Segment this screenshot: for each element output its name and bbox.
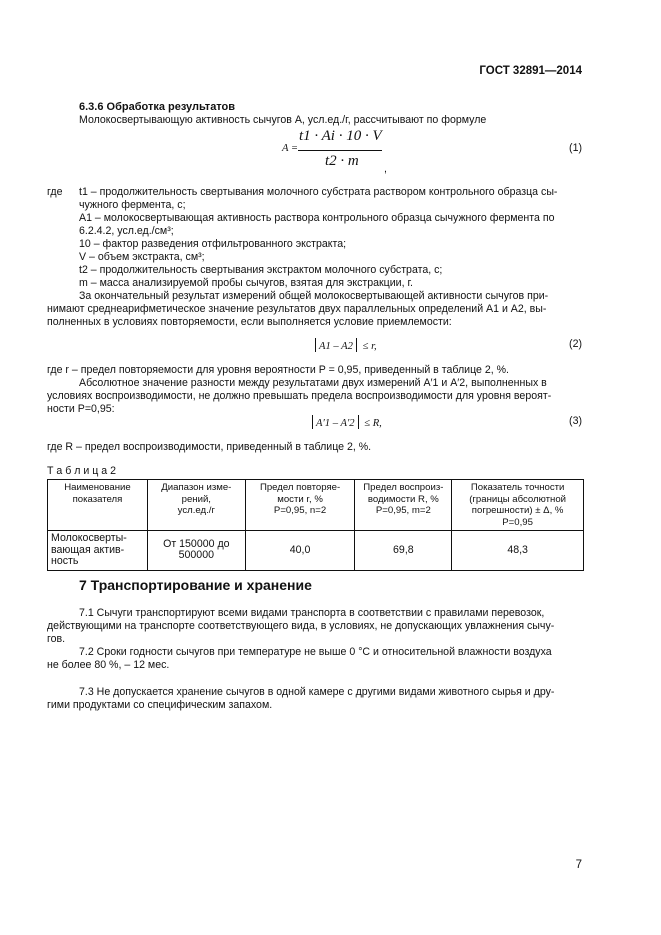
cell-R-value: 69,8 [355,531,452,571]
definition-line: t1 – продолжительность свертывания молочного субстрата раствором контрольного образца сы- [79,186,558,198]
formula2 [312,338,377,353]
abs-bar [356,338,357,352]
paragraph-line: За окончательный результат измерений общей молокосвертывающей активности сычугов при- [79,290,549,302]
definition-line: 10 – фактор разведения отфильтрованного экстракта; [79,238,347,250]
page-number: 7 [575,859,582,871]
cell-r-value: 40,0 [245,531,355,571]
abs-bar [315,338,316,352]
definition-line: m – масса анализируемой пробы сычугов, взятая для экстракции, г. [79,277,413,289]
table-caption: Т а б л и ц а 2 [47,465,116,477]
header-cell-accuracy: Показатель точности (границы абсолютной погрешности) ± Δ, % P=0,95 [452,480,584,531]
paragraph-line: не более 80 %, – 12 мес. [47,659,170,671]
section-intro: Молокосвертывающую активность сычугов A, усл.ед./г, рассчитывают по формуле [79,114,487,126]
formula1-numerator: t1 · Ai · 10 · V [299,128,382,144]
where-label: где [47,186,63,198]
cell-range: От 150000 до 500000 [147,531,245,571]
paragraph-line: полненных в условиях повторяемости, если выполняется условие приемлемости: [47,316,452,328]
formula3 [309,415,382,430]
paragraph-line: 7.1 Сычуги транспортируют всеми видами транспорта в соответствии с правилами перевозок, [79,607,545,619]
header-cell-name: Наименование показателя [48,480,148,531]
paragraph-line: гов. [47,633,66,645]
formula2-rhs: ≤ r, [362,341,377,352]
definition-line: t2 – продолжительность свертывания экстрактом молочного субстрата, с; [79,264,443,276]
formula2-number: (2) [569,338,582,350]
formula1-number: (1) [569,142,582,154]
paragraph-line: 7.3 Не допускается хранение сычугов в одной камере с другими видами животного сырья и дру- [79,686,555,698]
formula1-lhs: A = [282,143,299,154]
paragraph-line: ности P=0,95: [47,403,115,415]
formula3-rhs: ≤ R, [364,418,382,429]
definition-line: 6.2.4.2, усл.ед./см³; [79,225,174,237]
cell-indicator-name: Молокосверты- вающая актив- ность [48,531,148,571]
formula3-number: (3) [569,415,582,427]
formula1-fraction-bar [298,150,382,151]
formula1-trailing: , [384,163,387,175]
section-title-6-3-6: 6.3.6 Обработка результатов [79,101,236,113]
formula1-denominator: t2 · m [325,153,359,169]
definition-line: A1 – молокосвертывающая активность раствора контрольного образца сычужного фермента по [79,212,555,224]
paragraph-line: 7.2 Сроки годности сычугов при температуре не выше 0 °С и относительной влажности воздуха [79,646,552,658]
where-r: где r – предел повторяемости для уровня вероятности P = 0,95, приведенный в таблице 2, %. [47,364,509,376]
table-row [48,531,584,571]
formula3-expr: A′1 – A′2 [316,418,355,429]
cell-delta-value: 48,3 [452,531,584,571]
paragraph-line: нимают среднеарифметическое значение результатов двух параллельных определений A1 и A2, вы- [47,303,547,315]
paragraph-line: условиях воспроизводимости, не должно превышать предела воспроизводимости для уровня вероят- [47,390,552,402]
header-cell-range: Диапазон изме- рений, усл.ед./г [147,480,245,531]
header-cell-reproducibility: Предел воспроиз- водимости R, % P=0,95, m=2 [355,480,452,531]
formula2-expr: A1 – A2 [319,341,353,352]
header-cell-repeatability: Предел повторяе- мости r, % P=0,95, n=2 [245,480,355,531]
where-R: где R – предел воспроизводимости, приведенный в таблице 2, %. [47,441,372,453]
definition-line: V – объем экстракта, см³; [79,251,205,263]
table-2 [47,479,584,571]
paragraph-line: гими продуктами со специфическим запахом. [47,699,273,711]
section-title-7: 7 Транспортирование и хранение [79,577,312,593]
abs-bar [312,415,313,429]
definition-line: чужного фермента, с; [79,199,186,211]
document-code: ГОСТ 32891—2014 [479,65,582,77]
paragraph-line: действующими на транспорте соответствующего вида, в условиях, не допускающих увлажнения сычу- [47,620,555,632]
abs-bar [358,415,359,429]
table-header-row [48,480,584,531]
paragraph-line: Абсолютное значение разности между результатами двух измерений A′1 и A′2, выполненных в [79,377,547,389]
